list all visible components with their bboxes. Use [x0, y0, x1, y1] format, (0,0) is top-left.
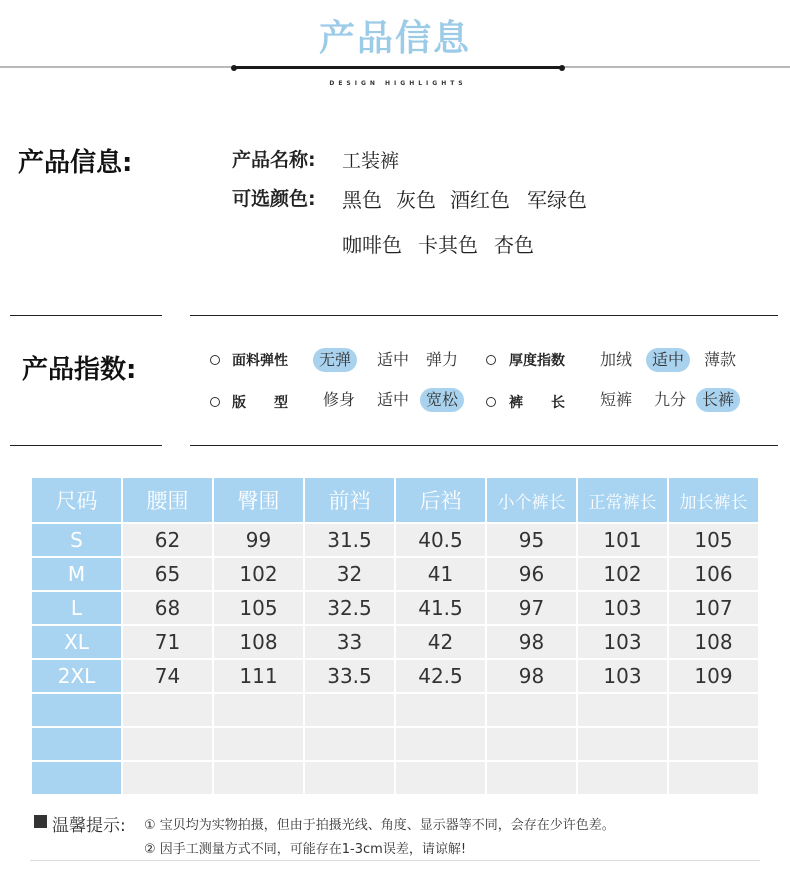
- color-option: 酒红色: [450, 188, 510, 212]
- table-cell: 42.5: [396, 660, 485, 692]
- square-icon: [34, 815, 47, 828]
- table-cell: 68: [123, 592, 212, 624]
- table-cell: [123, 728, 212, 760]
- table-cell: [669, 694, 758, 726]
- table-row: [32, 558, 758, 590]
- table-cell: [305, 762, 394, 794]
- bottom-divider: [30, 860, 760, 861]
- page-title: 产品信息: [318, 18, 471, 59]
- table-cell: 106: [669, 558, 758, 590]
- table-header-row: [32, 478, 758, 522]
- table-cell: 111: [214, 660, 303, 692]
- table-cell: 103: [578, 626, 667, 658]
- table-cell: 95: [487, 524, 576, 556]
- index-option: 加绒: [600, 350, 633, 369]
- table-cell: 33.5: [305, 660, 394, 692]
- table-row: [32, 728, 758, 760]
- table-cell: 103: [578, 592, 667, 624]
- index-label-length: 裤 长: [509, 395, 565, 411]
- index-option: 适中: [377, 390, 410, 409]
- table-cell: [578, 694, 667, 726]
- index-option: 薄款: [704, 350, 737, 369]
- size-cell: 2XL: [32, 660, 121, 692]
- table-cell: 71: [123, 626, 212, 658]
- index-divider-top-right: [190, 315, 778, 316]
- table-cell: 74: [123, 660, 212, 692]
- table-cell: [578, 728, 667, 760]
- table-cell: [214, 762, 303, 794]
- tip-line: ② 因手工测量方式不同，可能存在1-3cm误差，请谅解!: [144, 842, 467, 857]
- index-option: 适中: [377, 350, 410, 369]
- header-accent-bar: [234, 66, 562, 69]
- product-info-title: 产品信息:: [18, 148, 133, 178]
- table-cell: 41: [396, 558, 485, 590]
- color-option: 军绿色: [527, 188, 587, 212]
- size-cell: [32, 694, 121, 726]
- table-cell: 102: [214, 558, 303, 590]
- color-option: 咖啡色: [342, 233, 402, 257]
- table-row: [32, 524, 758, 556]
- color-option: 卡其色: [418, 233, 478, 257]
- column-header: 前裆: [305, 478, 394, 522]
- table-cell: [305, 728, 394, 760]
- bullet-icon: [486, 397, 496, 407]
- index-divider-top-left: [10, 315, 162, 316]
- table-cell: [396, 694, 485, 726]
- table-cell: 97: [487, 592, 576, 624]
- column-header: 腰围: [123, 478, 212, 522]
- product-index-title: 产品指数:: [22, 355, 137, 385]
- table-cell: 105: [669, 524, 758, 556]
- index-option: 短裤: [600, 390, 633, 409]
- table-cell: 99: [214, 524, 303, 556]
- column-header: 尺码: [32, 478, 121, 522]
- index-option-selected: 长裤: [696, 388, 740, 412]
- table-cell: [487, 728, 576, 760]
- column-header: 后裆: [396, 478, 485, 522]
- table-cell: 42: [396, 626, 485, 658]
- size-cell: [32, 762, 121, 794]
- column-header: 加长裤长: [669, 478, 758, 522]
- header-dot-right: [559, 65, 565, 71]
- index-option: 修身: [323, 390, 356, 409]
- table-cell: 98: [487, 660, 576, 692]
- table-cell: 32.5: [305, 592, 394, 624]
- tip-line: ① 宝贝均为实物拍摄，但由于拍摄光线、角度、显示器等不同，会存在少许色差。: [144, 818, 615, 833]
- bullet-icon: [486, 355, 496, 365]
- index-option: 弹力: [426, 350, 459, 369]
- table-cell: 33: [305, 626, 394, 658]
- color-option: 灰色: [396, 188, 436, 212]
- table-cell: 98: [487, 626, 576, 658]
- header-dot-left: [231, 65, 237, 71]
- product-name-label: 产品名称:: [232, 149, 316, 171]
- table-cell: 41.5: [396, 592, 485, 624]
- table-row: [32, 626, 758, 658]
- table-cell: [214, 728, 303, 760]
- table-cell: [487, 762, 576, 794]
- table-cell: 105: [214, 592, 303, 624]
- index-label-thickness: 厚度指数: [509, 353, 565, 369]
- column-header: 小个裤长: [487, 478, 576, 522]
- index-option-selected: 无弹: [313, 348, 357, 372]
- table-row: [32, 592, 758, 624]
- column-header: 臀围: [214, 478, 303, 522]
- table-row: [32, 660, 758, 692]
- table-cell: 109: [669, 660, 758, 692]
- table-cell: 101: [578, 524, 667, 556]
- table-cell: 108: [214, 626, 303, 658]
- size-cell: L: [32, 592, 121, 624]
- table-cell: [669, 762, 758, 794]
- table-cell: 32: [305, 558, 394, 590]
- table-cell: 96: [487, 558, 576, 590]
- table-cell: [123, 762, 212, 794]
- table-cell: [669, 728, 758, 760]
- index-label-elasticity: 面料弹性: [232, 353, 288, 369]
- index-option-selected: 适中: [646, 348, 690, 372]
- table-cell: 108: [669, 626, 758, 658]
- size-table: [30, 476, 760, 796]
- color-option: 杏色: [494, 233, 534, 257]
- table-row: [32, 694, 758, 726]
- table-cell: [487, 694, 576, 726]
- size-cell: S: [32, 524, 121, 556]
- index-label-fit: 版 型: [232, 395, 288, 411]
- table-cell: [123, 694, 212, 726]
- table-cell: 107: [669, 592, 758, 624]
- color-label: 可选颜色:: [232, 188, 316, 210]
- size-cell: [32, 728, 121, 760]
- table-cell: [396, 762, 485, 794]
- table-cell: 102: [578, 558, 667, 590]
- index-option-selected: 宽松: [420, 388, 464, 412]
- bullet-icon: [210, 355, 220, 365]
- tips-title: 温馨提示:: [52, 816, 126, 836]
- table-cell: 40.5: [396, 524, 485, 556]
- index-divider-bottom-left: [10, 445, 162, 446]
- table-cell: 103: [578, 660, 667, 692]
- table-cell: [578, 762, 667, 794]
- product-name-value: 工装裤: [342, 150, 400, 172]
- index-option: 九分: [654, 390, 687, 409]
- size-cell: M: [32, 558, 121, 590]
- table-cell: 62: [123, 524, 212, 556]
- color-option: 黑色: [342, 188, 382, 212]
- bullet-icon: [210, 397, 220, 407]
- header-subtitle: DESIGN HIGHLIGHTS: [329, 80, 467, 87]
- size-cell: XL: [32, 626, 121, 658]
- table-cell: [396, 728, 485, 760]
- column-header: 正常裤长: [578, 478, 667, 522]
- index-divider-bottom-right: [190, 445, 778, 446]
- table-cell: 31.5: [305, 524, 394, 556]
- table-cell: 65: [123, 558, 212, 590]
- table-cell: [214, 694, 303, 726]
- table-cell: [305, 694, 394, 726]
- table-row: [32, 762, 758, 794]
